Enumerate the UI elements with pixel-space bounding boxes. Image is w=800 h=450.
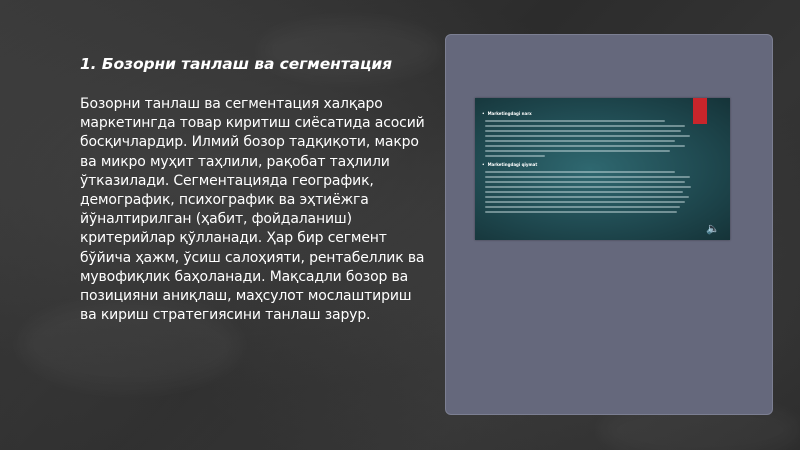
slide-title: 1. Бозорни танлаш ва сегментация (80, 55, 392, 73)
thumbnail-text-line (485, 145, 685, 147)
accent-tab (693, 98, 707, 124)
thumbnail-text-line (485, 125, 685, 127)
thumbnail-text-line (485, 155, 545, 157)
thumbnail-text-line (485, 181, 685, 183)
thumbnail-text-line (485, 201, 685, 203)
thumbnail-text-line (485, 140, 675, 142)
thumbnail-text-line (485, 120, 665, 122)
thumbnail-text-line (485, 191, 683, 193)
speaker-icon[interactable]: 🔈 (706, 222, 720, 235)
thumbnail-text-line (485, 130, 681, 132)
thumbnail-text-line (485, 196, 689, 198)
thumbnail-text-line (485, 206, 680, 208)
thumbnail-heading-1: • Marketingdagi narx (482, 111, 532, 116)
thumbnail-heading-2: • Marketingdagi qiymat (482, 162, 537, 167)
thumbnail-text-line (485, 176, 690, 178)
thumbnail-text-line (485, 186, 691, 188)
thumbnail-text-line (485, 171, 675, 173)
slide-body-text: Бозорни танлаш ва сегментация халқаро маркетингда товар киритиш сиёсатида асосий босқичлардир. Илмий бозор тадқиқоти, макро ва микро муҳит таҳлили, рақобат таҳлили ўтказилади. Сегментацияда географик, демографик, психографик ва эҳтиёжга йўналтирилган (ҳабит, фойдаланиш) критерийлар қўлланади. Ҳар бир сегмент бўйича ҳажм, ўсиш салоҳияти, рентабеллик ва мувофиқлик баҳоланади. Мақсадли бозор ва позицияни аниқлаш, маҳсулот мослаштириш ва кириш стратегиясини танлаш зарур. (80, 96, 425, 324)
thumbnail-text-line (485, 150, 670, 152)
embedded-slide-thumbnail[interactable] (475, 98, 730, 240)
thumbnail-text-line (485, 211, 677, 213)
thumbnail-text-line (485, 135, 690, 137)
